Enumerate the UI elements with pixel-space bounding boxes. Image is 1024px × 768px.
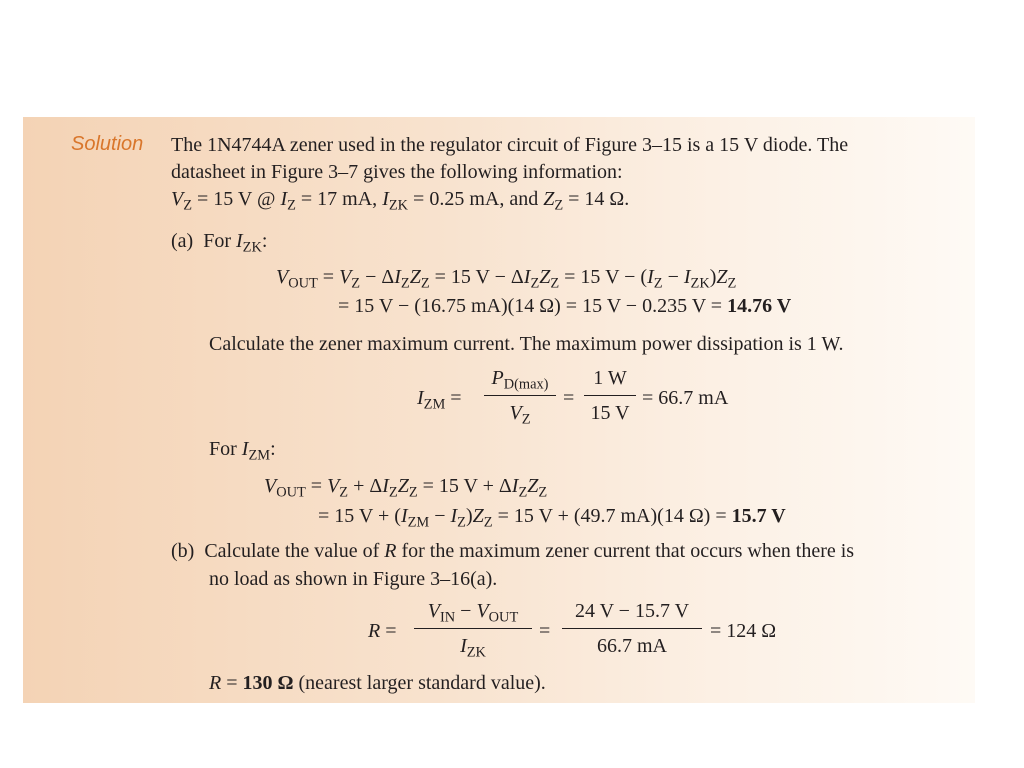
equation-vout-izm-line1: $V_{OUT} = V_Z + \Delta I_ZZ_Z = 15$ $V + \Delta I_ZZ_Z$ xyxy=(264,475,548,501)
part-b-line2: no load as shown in Figure 3–16(a). xyxy=(209,568,498,590)
equals-sign: = xyxy=(539,620,551,642)
calc-text: Calculate the zener maximum current. The maximum power dissipation is 1 W. xyxy=(209,333,844,355)
intro-line-2: datasheet in Figure 3–7 gives the following information: xyxy=(171,161,623,183)
fraction-bar xyxy=(414,628,532,629)
pd-max-numerator: $P_{D(max)}$ xyxy=(491,367,549,393)
part-a-label: (a) For $I_{ZK}$: xyxy=(171,230,268,256)
equals-sign: = xyxy=(563,387,575,409)
r-final-result: R = 130 Ω (nearest larger standard value). xyxy=(209,672,546,694)
r-result: = 124 Ω xyxy=(710,620,777,642)
part-b-line1: (b) Calculate the value of R for the maximum zener current that occurs when there is xyxy=(171,540,855,562)
vin-vout-numerator: $V_{IN} - V_{OUT}$ xyxy=(427,600,519,626)
equation-vout-izk-line1: $V_{OUT} = V_Z - \Delta I_ZZ_Z = 15$ $V - \Delta I_ZZ_Z = 15$ $V - (I_Z - I_{ZK})Z_Z$ xyxy=(276,266,737,292)
r-symbol: R = xyxy=(368,620,397,642)
intro-line-1: The 1N4744A zener used in the regulator circuit of Figure 3–15 is a 15 V diode. The xyxy=(171,134,849,156)
equation-vout-izm-line2: = 15 $V + (I_{ZM} - I_Z)Z_Z = 15$ V + (49.7 mA)(14 Ω) = 15.7 V xyxy=(318,505,786,531)
solution-heading: Solution xyxy=(71,133,144,155)
equation-vout-izk-line2: = 15 V − (16.75 mA)(14 Ω) = 15 V − 0.235 V = 14.76 V xyxy=(338,295,792,317)
fraction-bar xyxy=(584,395,636,396)
fraction-bar xyxy=(484,395,556,396)
vz-denominator: $V_Z$ xyxy=(509,402,531,428)
izk-denominator: $I_{ZK}$ xyxy=(460,635,486,661)
for-izm-label: For $I_{ZM}$: xyxy=(209,438,276,464)
current-denominator: 66.7 mA xyxy=(597,635,667,657)
power-numerator: 1 W xyxy=(593,367,627,389)
fraction-bar xyxy=(562,628,702,629)
intro-line-3: $V_Z = 15$ V @ $I_Z = 17$ mA, $I_{ZK} = 0.25$ mA, and $Z_Z = 14$ Ω. xyxy=(171,188,630,214)
voltage-diff-numerator: 24 V − 15.7 V xyxy=(574,600,690,622)
izm-symbol: $I_{ZM}$ = xyxy=(417,387,462,413)
voltage-denominator: 15 V xyxy=(590,402,630,424)
izm-result: = 66.7 mA xyxy=(642,387,729,409)
